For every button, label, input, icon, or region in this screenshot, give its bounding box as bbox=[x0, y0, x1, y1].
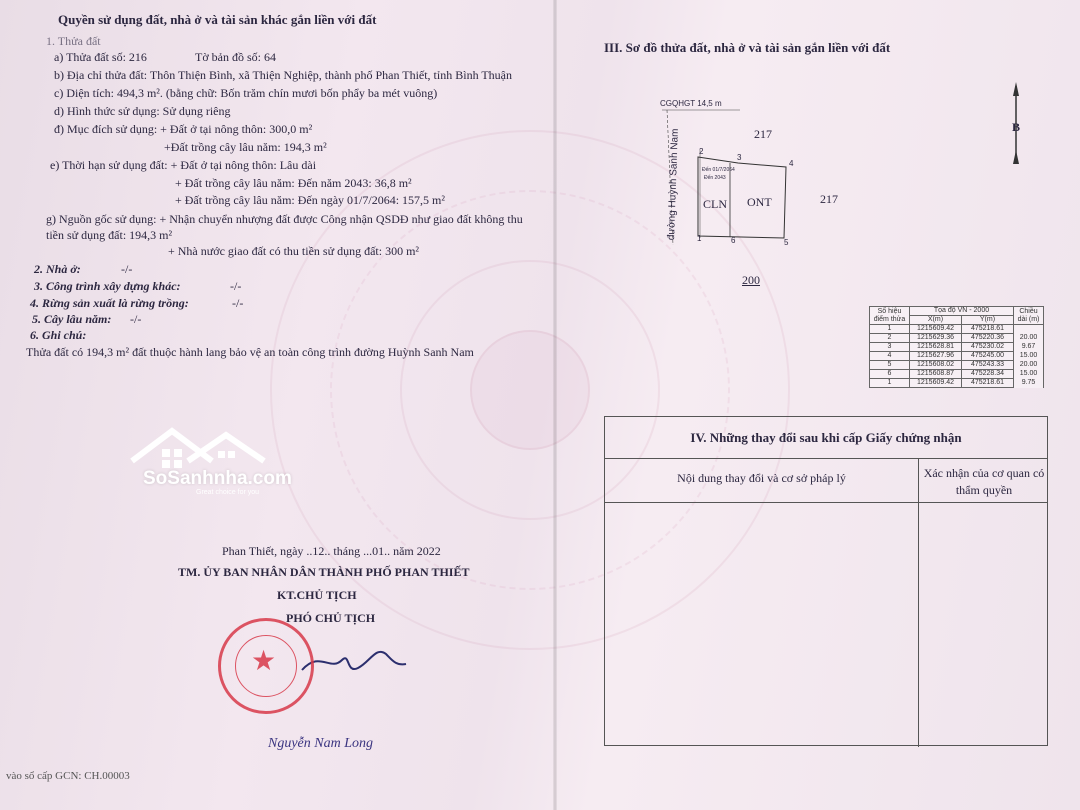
issue-date: Phan Thiết, ngày ..12.. tháng ...01.. năm 2022 bbox=[222, 544, 441, 558]
section-construction: 3. Công trình xây dựng khác: bbox=[34, 279, 181, 293]
plot-corridor: CGQHGT 14,5 m bbox=[660, 99, 722, 108]
coord-cell: 475230.02 bbox=[962, 343, 1014, 352]
coord-cell: 475245.00 bbox=[962, 352, 1014, 361]
official-seal bbox=[218, 618, 314, 714]
coord-length-cell: 9.67 bbox=[1014, 343, 1044, 352]
coord-row bbox=[870, 334, 1044, 343]
coord-cell: 1215629.36 bbox=[910, 334, 962, 343]
changes-column-divider bbox=[918, 459, 919, 747]
section-forest: 4. Rừng sản xuất là rừng trồng: bbox=[30, 296, 189, 310]
section-construction-value: -/- bbox=[230, 279, 242, 293]
coord-row bbox=[870, 370, 1044, 379]
coord-cell: 475228.34 bbox=[962, 370, 1014, 379]
logo-tagline: Great choice for you bbox=[196, 489, 260, 496]
coord-row bbox=[870, 379, 1044, 388]
changes-column-confirm: Xác nhận của cơ quan có thẩm quyền bbox=[923, 466, 1045, 497]
coord-row bbox=[870, 352, 1044, 361]
coord-cell: 475218.61 bbox=[962, 379, 1014, 388]
coord-cell: 1 bbox=[870, 325, 910, 334]
plot-label-2043: Đến 2043 bbox=[704, 175, 726, 181]
usage-term-2: + Đất trồng cây lâu năm: Đến năm 2043: 36,8 m² bbox=[175, 176, 412, 190]
changes-table bbox=[604, 416, 1048, 746]
coord-cell: 1215609.42 bbox=[910, 325, 962, 334]
plot-point-3: 3 bbox=[737, 153, 742, 162]
parcel-area: c) Diện tích: 494,3 m². (bằng chữ: Bốn trăm chín mươi bốn phẩy ba mét vuông) bbox=[54, 86, 438, 100]
coord-row bbox=[870, 343, 1044, 352]
watermark-center bbox=[470, 330, 590, 450]
coord-cell: 475243.33 bbox=[962, 361, 1014, 370]
coord-row bbox=[870, 325, 1044, 334]
coord-header-system: Tọa độ VN - 2000 bbox=[910, 307, 1014, 316]
signature-stroke-icon bbox=[300, 640, 410, 680]
usage-purpose-2: +Đất trồng cây lâu năm: 194,3 m² bbox=[164, 140, 327, 154]
plot-point-1: 1 bbox=[697, 234, 702, 243]
coord-cell: 1215608.87 bbox=[910, 370, 962, 379]
coord-header-y: Y(m) bbox=[962, 316, 1014, 325]
usage-origin-2: tiền sử dụng đất: 194,3 m² bbox=[46, 228, 173, 242]
coord-cell: 5 bbox=[870, 361, 910, 370]
coord-cell: 6 bbox=[870, 370, 910, 379]
page-fold bbox=[553, 0, 557, 810]
coordinate-table bbox=[869, 306, 1044, 388]
coord-cell: 475218.61 bbox=[962, 325, 1014, 334]
plot-neighbor-top: 217 bbox=[754, 127, 772, 141]
coord-header-length: Chiều dài (m) bbox=[1014, 307, 1044, 325]
coord-header-point: Số hiệu điểm thửa bbox=[870, 307, 910, 325]
plot-point-6: 6 bbox=[731, 236, 736, 245]
coord-cell: 1215609.42 bbox=[910, 379, 962, 388]
section-house: 2. Nhà ở: bbox=[34, 262, 81, 276]
plot-neighbor-right: 217 bbox=[820, 192, 838, 206]
coord-cell: 475220.36 bbox=[962, 334, 1014, 343]
usage-purpose-1: đ) Mục đích sử dụng: + Đất ở tại nông thôn: 300,0 m² bbox=[54, 122, 313, 136]
register-serial: vào sổ cấp GCN: CH.00003 bbox=[6, 770, 130, 782]
section-house-value: -/- bbox=[121, 262, 133, 276]
coord-cell: 4 bbox=[870, 352, 910, 361]
section-note: 6. Ghi chú: bbox=[30, 328, 87, 342]
coord-length-cell: 9.75 bbox=[1014, 379, 1044, 388]
coord-row bbox=[870, 361, 1044, 370]
seal-star-icon: ★ bbox=[251, 646, 277, 677]
changes-column-content: Nội dung thay đổi và cơ sở pháp lý bbox=[677, 471, 846, 485]
coord-length-cell bbox=[1014, 325, 1044, 334]
coord-cell: 1215627.96 bbox=[910, 352, 962, 361]
section-forest-value: -/- bbox=[232, 296, 244, 310]
plot-road: đường Huỳnh Sanh Nam bbox=[666, 128, 681, 241]
parcel-diagram bbox=[660, 95, 860, 270]
coord-cell: 1215628.81 bbox=[910, 343, 962, 352]
coord-header-x: X(m) bbox=[910, 316, 962, 325]
parcel-number: a) Thửa đất số: 216 bbox=[54, 50, 147, 64]
issuing-authority: TM. ỦY BAN NHÂN DÂN THÀNH PHỐ PHAN THIẾT bbox=[178, 565, 470, 579]
plot-label-2064: Đến 01/7/2064 bbox=[702, 167, 735, 173]
coord-cell: 1215608.02 bbox=[910, 361, 962, 370]
signer-role-2: PHÓ CHỦ TỊCH bbox=[286, 611, 376, 625]
coord-cell: 3 bbox=[870, 343, 910, 352]
north-label: B bbox=[1012, 120, 1021, 134]
plot-point-2: 2 bbox=[699, 147, 704, 156]
plot-neighbor-bottom: 200 bbox=[742, 273, 760, 287]
coord-length-cell: 20.00 bbox=[1014, 334, 1044, 343]
left-header: Quyền sử dụng đất, nhà ở và tài sản khác gắn liền với đất bbox=[58, 12, 377, 27]
coord-length-cell: 15.00 bbox=[1014, 352, 1044, 361]
coord-cell: 1 bbox=[870, 379, 910, 388]
plot-point-5: 5 bbox=[784, 238, 789, 247]
parcel-address: b) Địa chỉ thửa đất: Thôn Thiện Bình, xã Thiện Nghiệp, thành phố Phan Thiết, tỉnh Bình Thuận bbox=[54, 68, 513, 82]
usage-origin-3: + Nhà nước giao đất có thu tiền sử dụng đất: 300 m² bbox=[168, 244, 420, 258]
usage-origin-1: g) Nguồn gốc sử dụng: + Nhận chuyển nhượng đất được Công nhận QSDĐ như giao đất không thu bbox=[46, 212, 523, 226]
signer-name: Nguyễn Nam Long bbox=[268, 736, 373, 751]
plot-zone-right: ONT bbox=[747, 195, 772, 209]
usage-term-3: + Đất trồng cây lâu năm: Đến ngày 01/7/2064: 157,5 m² bbox=[175, 193, 445, 207]
logo-wordmark: SoSanhnha.com bbox=[143, 468, 292, 489]
left-subheader: 1. Thửa đất bbox=[46, 34, 101, 48]
signer-role-1: KT.CHỦ TỊCH bbox=[277, 588, 357, 602]
section-3-title: III. Sơ đồ thửa đất, nhà ở và tài sản gắn liền với đất bbox=[604, 40, 891, 55]
plot-point-4: 4 bbox=[789, 159, 794, 168]
map-sheet-number: Tờ bản đồ số: 64 bbox=[195, 50, 277, 64]
note-text: Thửa đất có 194,3 m² đất thuộc hành lang bảo vệ an toàn công trình đường Huỳnh Sanh Nam bbox=[26, 345, 474, 359]
coord-length-cell: 20.00 bbox=[1014, 361, 1044, 370]
plot-zone-left: CLN bbox=[703, 197, 727, 211]
section-trees: 5. Cây lâu năm: bbox=[32, 312, 112, 326]
section-trees-value: -/- bbox=[130, 312, 142, 326]
section-4-title: IV. Những thay đổi sau khi cấp Giấy chứng nhận bbox=[605, 417, 1047, 459]
coord-cell: 2 bbox=[870, 334, 910, 343]
usage-form: d) Hình thức sử dụng: Sử dụng riêng bbox=[54, 104, 231, 118]
usage-term-1: e) Thời hạn sử dụng đất: + Đất ở tại nông thôn: Lâu dài bbox=[50, 158, 317, 172]
coord-length-cell: 15.00 bbox=[1014, 370, 1044, 379]
